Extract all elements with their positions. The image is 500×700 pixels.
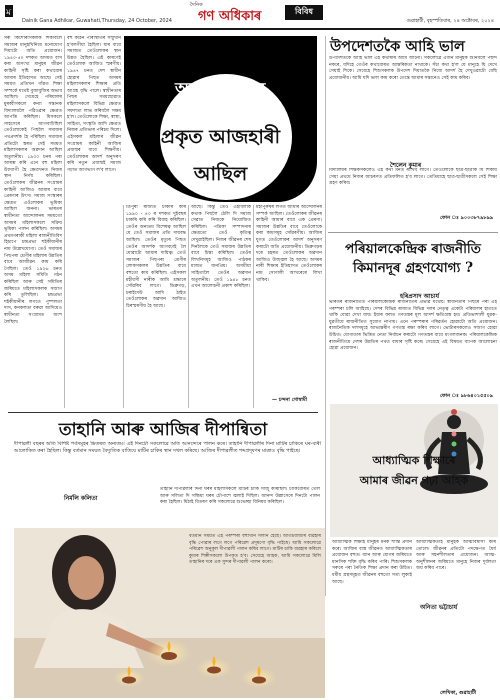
column-3-text: ত্ৰিপুৰা ৰাজ্যত চাকৰি কৰি ১৯৯০ - ৪০ ৰ দশকত দুইবছৰ চাকৰি কৰি কৰি বিবাহ কৰিছিল। তেওঁৰ অন্যতম বিশেষত্ব আছিল যে তেওঁ সমাজৰ প্ৰতি দায়বদ্ধ আছিল। তেওঁৰ মৃত্যুৰ পিছত তেওঁৰ আদৰ্শক আগবঢ়াই লৈ যোৱাটো আমাৰ দায়িত্ব। তেওঁ সমাজৰ পিছপৰা শ্ৰেণীৰ লোকসকলৰ উন্নতিৰ বাবে বহুতো কাম কৰিছিল। এইসকল মহীয়সী নাৰীক আমি শ্ৰদ্ধাৰে সোঁৱৰিব লাগে। ডিব্ৰুগড়, চৰাইদেউ আদি ঠাইত তেওঁলোকৰ অৱদান আজিও চিৰস্মৰণীয় হৈ আছে।: [126, 205, 186, 309]
section-label: বিবিধ: [285, 5, 323, 20]
masthead-logo-text: গণ অধিকাৰ: [198, 9, 262, 24]
masthead-date: গুৱাহাটী, বৃহস্পতিবাৰ, ২৪ অক্টোবৰ, ২০২৪: [406, 18, 494, 24]
column-divider: [325, 36, 326, 596]
feature-headline-line3: আছিল: [193, 163, 248, 185]
column-5-signature: — চন্দনা গোস্বামী: [272, 397, 308, 403]
spiritual-story-byline: অনিতা ভট্টাচাৰ্য: [420, 604, 458, 611]
column-5-text: মহাপুৰুষৰ লগত আমাৰ আন্দোলনৰ সম্পৰ্ক আছিল। তেওঁলোকৰ জীৱনৰ কাহিনী আমাৰ বাবে এক প্ৰেৰণা। সমাজৰ উন্নতিৰ বাবে তেওঁলোকে কৰা কামসমূহ সোঁৱৰণীয়। আজিৰ যুগত তেওঁলোকৰ আদৰ্শ অনুসৰণ কৰাটো অতি প্ৰয়োজনীয়। ডিব্ৰুগড়ৰ দৰে চহৰত তেওঁলোকৰ অৱদান আজিও উজ্জ্বল হৈ আছে। অসমৰ নাৰী শিক্ষাৰ ইতিহাসত তেওঁলোকৰ নাম সোণালী আখৰেৰে লিখা থাকিব।: [256, 205, 322, 283]
column-divider: [123, 205, 124, 408]
lamp-story-intro: দীপাৱলী বছৰৰ অতি বিশিষ্ট পৰ্বসমূহৰ ভিতৰত অন্যতম। এই দিনটো সকলোৱে অতি আনন্দেৰে পালন কৰে। তাহানি দীপাৱলীৰ দিনা মাটিৰ চাকিৰে ঘৰ-বাৰী আলোকিত কৰা হৈছিল। কিন্তু বৰ্তমান সময়ত বৈদ্যুতিক বাতিয়ে মাটিৰ চাকিৰ স্থান দখল কৰিছে। আজিৰ দীপাৱলীত শব্দপ্ৰদূষণৰ মাত্ৰাও বৃদ্ধি পাইছে।: [14, 441, 321, 454]
right-second-text: ভাৰতৰ ৰাজনীতিত পৰিয়ালকেন্দ্ৰিক ৰাজনীতিৰ প্ৰভাৱ যথেষ্ট। স্বাধীনতাৰ পিছৰে পৰা এই পৰম্পৰা চলি আহিছে। দেশৰ বিভিন্ন ৰাজ্যত বিভিন্ন দলৰ নেতৃত্ব একেটা পৰিয়ালৰ হাততে থাকি যোৱা দেখা যায়। ইয়াৰ ফলত গণতন্ত্ৰৰ মূল আদৰ্শ ক্ষতিগ্ৰস্ত হয়। প্ৰতিভাশালী যুৱক-যুৱতীয়ে ৰাজনীতিত সুযোগ নাপায়। এনে পৰম্পৰাৰ পৰিৱৰ্তন হোৱাটো অতি প্ৰয়োজন। ৰাজনৈতিক দলসমূহে আভ্যন্তৰীণ গণতন্ত্ৰ ৰক্ষা কৰিব লাগে। ভোটাৰসকলেও সজাগ হোৱা উচিত। যোগ্যতাৰ ভিত্তিত নেতা নিৰ্বাচন কৰাটো গণতন্ত্ৰৰ বাবে মংগলজনক। পৰিয়ালকেন্দ্ৰিক ৰাজনীতিয়ে দেশৰ উন্নতিৰ পথত বাধাৰ সৃষ্টি কৰে। সেয়েহে এই বিষয়ত ব্যাপক আলোচনা হোৱা প্ৰয়োজন।: [329, 300, 497, 352]
right-second-headline-line2: কিমানদূৰ গ্ৰহণযোগ্য ?: [352, 260, 474, 276]
spiritual-story-text-2: আধ্যাত্মিকতাই মানুহক আত্মবিশ্বাসী কৰি তোলে। জীৱনৰ প্ৰতিটো পদক্ষেপত ধৈৰ্য আৰু সহনশীলতাৰ প্ৰয়োজন। আত্ম-অনুশীলনৰ জৰিয়তে মানুহে নিজৰ দুৰ্বলতা জয় কৰিব পাৰে।: [416, 540, 496, 572]
masthead-logo-small: দৈনিক: [190, 2, 203, 8]
column-divider: [188, 205, 189, 408]
lamp-story-text: তাহানি দীপাৱলীৰ দিনা ঘৰৰ মহিলাসকলে মাটিৰ চাকি সাজু কৰিছিল। চাকিবোৰত তেল আৰু সলিতা দি সন্ধিয়া ঘৰৰ চৌপাশে জ্বলাই দিছিল। আনন্দ উল্লাসেৰে দিনটো পালন কৰা হৈছিল। মিঠাই বিতৰণ কৰি সকলোৱে শুভেচ্ছা বিনিময় কৰিছিল।: [160, 487, 320, 506]
svg-text:ম: ম: [6, 8, 11, 18]
left-column-text: সৰু কিশোৰীসকলক শিকাবলৈ সমাজৰ মানুহখিনিয়ে মনোযোগ দিয়াটো অতি প্ৰয়োজন। ১৯৪০-৫০ দশকত অসমত বাস কৰা অসংখ্য মানুহৰ জীৱন কাহিনী সৃষ্টি কৰা কথাবোৰ আমাৰ ইতিহাসত আছে। সেই সময়ত প্ৰতিখন গাঁৱত শিক্ষা সম্পৰ্কে যথেষ্ট বুজাবুজিৰ অভাব আছিল। সেয়েহে পৰিয়ালৰ মুৰব্বীসকলে কন্যা সন্তানক বিদ্যালয়লৈ পঠিওৱাৰ ক্ষেত্ৰত আপত্তি কৰিছিল। যিসকলে সাহসেৰে আগবাঢ়িছিল তেওঁলোকেই পিছলৈ সমাজৰ পথপ্ৰদৰ্শক হৈ পৰিছিল। সমাজৰ প্ৰতিটো স্তৰত সেই সময়ত মহিলাসকলৰ অৱদান আছিল অতুলনীয়। ১৯৩০ চনৰ পৰা আৰম্ভ কৰি এনে বহু মহিলা উদ্যোগী হৈ ক্ষেত্ৰখনত নিজৰ স্থান নিৰ্ণয় কৰিছিল। তেওঁলোকৰ জীৱনৰ সংগ্ৰামৰ কাহিনী আজিও আমাৰ বাবে প্ৰেৰণাৰ উৎস। সমাজ সংস্কাৰৰ ক্ষেত্ৰত এওঁলোকৰ ভূমিকা আছিল অনন্য। ভাৰতৰ স্বাধীনতা আন্দোলনৰ সময়তো অসমৰ মহিলাসকলে সক্ৰিয় ভূমিকা পালন কৰিছিল। অসমৰ প্ৰথমগৰাকী মহিলা ৰাজনীতিবিদ হিচাপে চন্দ্ৰপ্ৰভা শইকীয়ানীৰ নাম উল্লেখযোগ্য। তেওঁ সমাজৰ পিছপৰা শ্ৰেণীৰ মহিলাৰ উন্নতিৰ বাবে আজীৱন কাম কৰি গৈছিল। তেওঁ ১৯২৬ চনত অসম মহিলা সমিতি গঠন কৰিছিল আৰু সেই সমিতিৰ জৰিয়তে মহিলাসকলক সজাগ কৰি তুলিছিল। চন্দ্ৰপ্ৰভা শইকীয়ানীৰ লগতে পুষ্পলতা দাস, কনকলতা বৰুৱা আদিয়েও স্বাধীনতা সংগ্ৰামত অংশ লৈছিল।: [4, 36, 62, 325]
right-top-signature: ফোন ঃ ৯০০৩৮৭৯৮৯৯: [440, 215, 494, 221]
lamp-story-headline: তাহানি আৰু আজিৰ দীপান্বিতা: [58, 420, 268, 440]
right-top-headline: উপদেশতকৈ আহি ভাল: [330, 38, 465, 55]
right-top-text-2: বিদ্যালয়ৰ শিক্ষকসকলেও এই কথা মনত ৰাখিব লাগে। তেওঁলোকে ছাত্ৰ-ছাত্ৰীক যি শিকায় সেয়া প্ৰথমে নিজৰ আচৰণত প্ৰতিফলিত হ'ব লাগে। তেতিয়াহে ছাত্ৰ-ছাত্ৰীসকলে সেই শিক্ষা গ্ৰহণ কৰিব।: [329, 168, 497, 187]
column-divider: [64, 36, 65, 408]
column-4-text: আছে। কিন্তু তেওঁ এইবিলাক কথাক পিছলৈ ঠেলি দি সমাজ সেৱাত নিজকে নিয়োজিত কৰিছিল। পত্ৰিকা সম্পাদনাৰ ক্ষেত্ৰতো তেওঁ কৃতিত্ব দেখুৱাইছিল। নিজৰ জীৱনৰ শেষ দিনলৈকে তেওঁ সমাজৰ উন্নতিৰ বাবে চিন্তা কৰিছিল। তেওঁৰ লিখনিসমূহ আজিও পাঠকৰ মাজত জনপ্ৰিয়। অসমীয়া সাহিত্যলৈ তেওঁৰ অৱদান অতুলনীয়। তেওঁ ১৯৪৮ চনত এখন আলোচনী প্ৰকাশ কৰিছিল।: [191, 205, 251, 290]
lamp-story-photo: [14, 528, 325, 698]
section-divider: [8, 412, 318, 413]
column-2-text: বহু কঠিন পৰিস্থিতিৰ সন্মুখীন হ'বলগীয়া হৈছিল। যাৰ বাবে সমাজত তেওঁলোকৰ স্থান উন্নত হৈছিল। এই কাৰণেই তেওঁলোক আজিও স্মৰণীয়। ১৯৪৭ চনত দেশ স্বাধীন হোৱাৰ পিছত অসমৰ মহিলাসকলৰ শিক্ষাৰ প্ৰতি আগ্ৰহ বৃদ্ধি পালে। স্বাধীনতাৰ পিছৰ সময়ছোৱাত মহিলাসকলে বিভিন্ন ক্ষেত্ৰত সফলতা লাভ কৰিবলৈ সক্ষম হ'ল। তেওঁলোকে শিক্ষা, স্বাস্থ্য, সাহিত্য, সংস্কৃতি আদি ক্ষেত্ৰত নিজৰ প্ৰতিভাৰ পৰিচয় দিলে। এইসকল মহিলাৰ জীৱন সংগ্ৰামৰ কাহিনী আজিৰ প্ৰজন্মৰ বাবে শিক্ষণীয়। তেওঁলোকৰ আদৰ্শ অনুসৰণ কৰি নতুন প্ৰজন্মই সমাজ গঢ়াত আগভাগ ল'ব লাগে।: [67, 36, 121, 173]
right-second-byline: হৰিপ্ৰসাদ আচাৰ্য: [400, 293, 440, 300]
lamp-story-text-2: বৰ্তমান সময়ত এই পৰম্পৰা বহুখিনি সলনি হৈছে। আতচবাজীৰ ব্যৱহাৰ বৃদ্ধি পোৱাৰ লগে লগে পৰিৱেশ প্ৰদূষণো বৃদ্ধি পাইছে। আমি সকলোৱে পৰিৱেশ অনুকূল দীপাৱলী পালন কৰিব লাগে। মাটিৰ চাকি ব্যৱহাৰ কৰিলে কুমাৰ শিল্পীসকলো উপকৃত হ'ব। সেয়েহে আহক, আমি সকলোৱে মিলি তাহানিৰ দৰে এক সুন্দৰ দীপাৱলী পালন কৰো।: [189, 534, 321, 566]
lamp-story-byline: নিৰ্মলি কলিতা: [64, 495, 98, 502]
right-top-byline: শৈলেন কুমাৰ: [390, 162, 422, 169]
spiritual-story-headline-line2: আমাৰ জীৱন গঢ়া আহক: [359, 474, 469, 487]
masthead-paper-line: Dainik Gana Adhikar, Guwahati,Thursday, 24 October, 2024: [22, 18, 172, 24]
right-top-text: উপদেশতকৈ আহি ভাল এই কথাষাৰ আমি জানো। সকলোৱে এজন মানুহক শুনিবলৈ পছন্দ নকৰে, যদিহে তেওঁৰ কথাবোৰত আন্তৰিকতা নাথাকে। সঁচা কথা হ'ল যে মানুহে যি দেখে সেয়াই শিকে। সেয়েহে শিশুসকলক উপদেশ দিয়াতকৈ নিজে আদৰ্শ হৈ দেখুওৱাটো বেছি প্ৰয়োজনীয়। আমি যদি ভাল কাম কৰো তেন্তে আমাৰ সন্তানেও সেই কাম কৰিব।: [329, 56, 497, 81]
right-second-signature: ফোন ঃ ৯৮৬৪০১৫৫০৯: [440, 393, 494, 399]
masthead-logo: [190, 2, 275, 24]
masthead: [0, 0, 500, 30]
right-second-headline-line1: পৰিয়ালকেন্দ্ৰিক ৰাজনীতি: [345, 241, 481, 257]
feature-headline-line1: অসমত এজন: [175, 79, 266, 98]
spiritual-story-signature: লেখিকা, গুৱাহাটী: [440, 690, 477, 696]
feature-headline-line2: প্ৰকৃত আজহাৰী: [160, 126, 281, 148]
column-divider: [253, 205, 254, 408]
masthead-logo-icon: [4, 4, 24, 18]
section-divider: [328, 232, 498, 233]
spiritual-story-text: আধ্যাত্মিক শিক্ষাই মানুহৰ মনক শান্তি প্ৰদান কৰে। আজিৰ ব্যস্ত জীৱনত আধ্যাত্মিকতাৰ প্ৰয়োজন বহুত। ধ্যান আৰু যোগৰ জৰিয়তে মানসিক শক্তি বৃদ্ধি কৰিব পাৰি। শিশুসকলক সৰুৰে পৰা নৈতিক শিক্ষা প্ৰদান কৰা উচিত। ধৰ্মীয় গ্ৰন্থসমূহত জীৱনৰ বহুতো সত্য লুকাই আছে।: [332, 540, 412, 585]
feature-headline-box: [124, 36, 317, 202]
spiritual-story-headline-line1: আধ্যাত্মিক শিক্ষাৰে: [372, 454, 456, 467]
